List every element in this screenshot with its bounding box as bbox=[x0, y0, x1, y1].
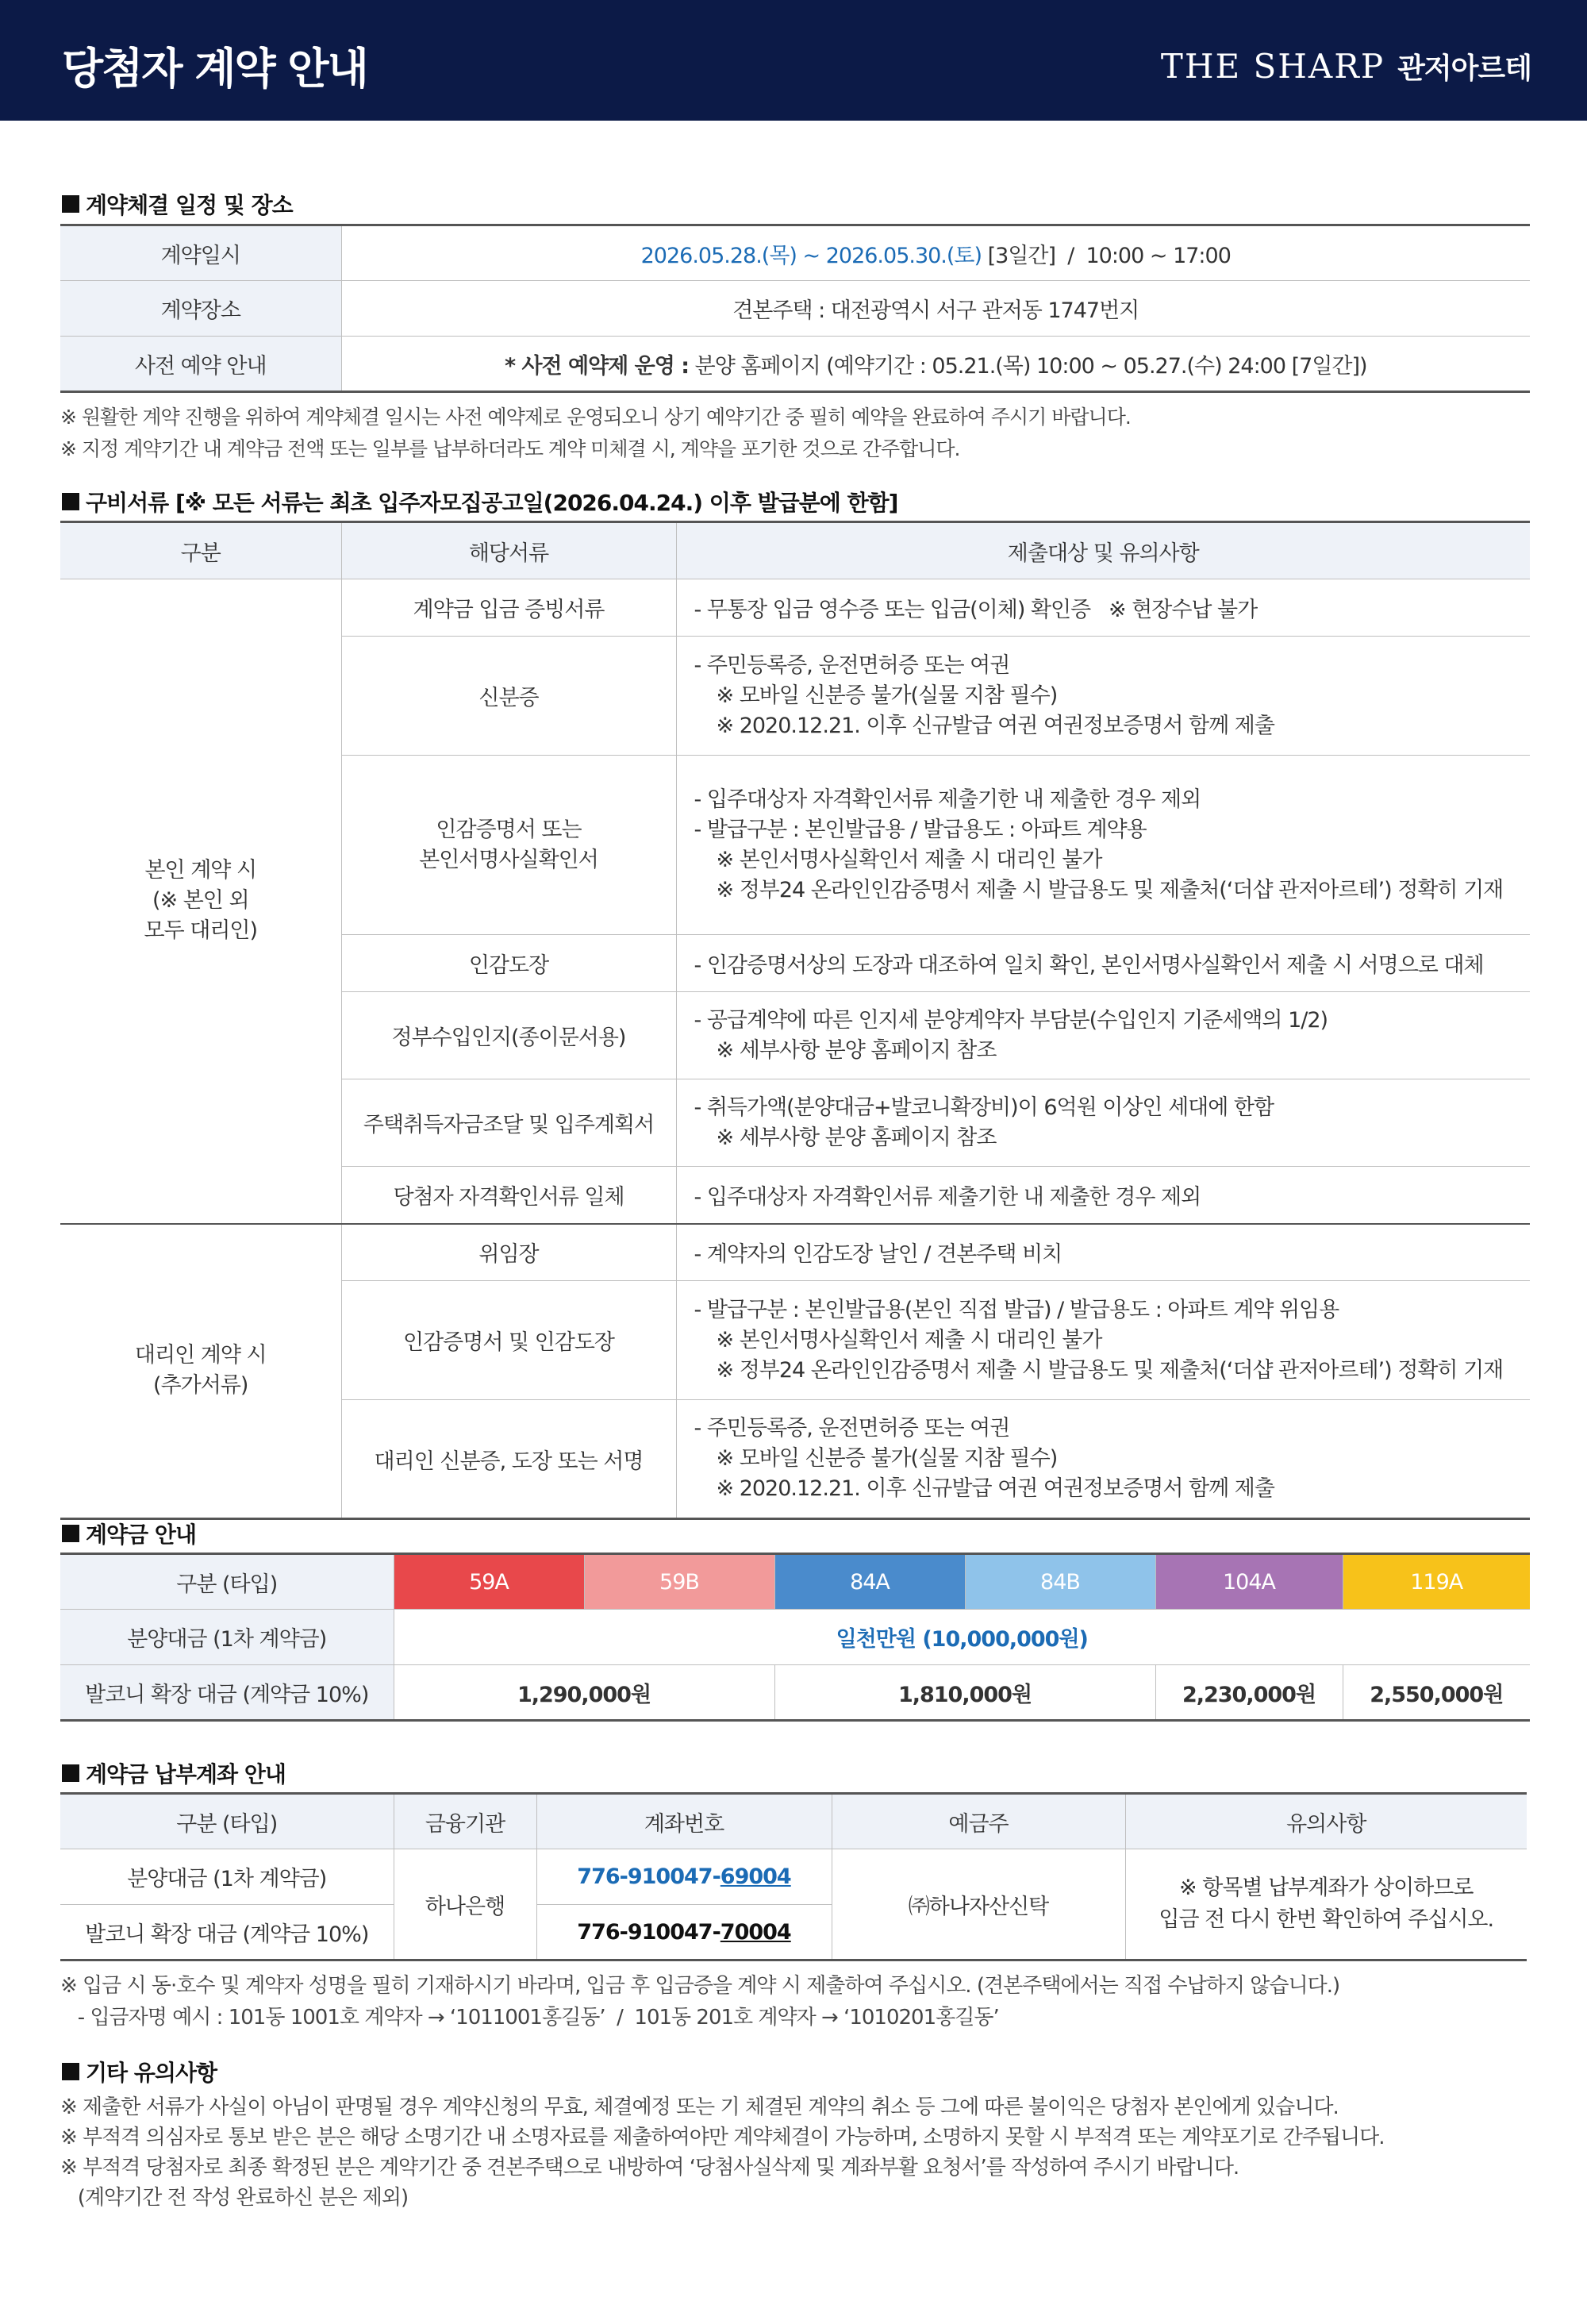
square-bullet-icon bbox=[62, 2063, 79, 2080]
type-59b: 59B bbox=[584, 1554, 774, 1610]
note: - 입금자명 예시 : 101동 1001호 계약자 → ‘1011001홍길동’ / 101동 201호 계약자 → ‘1010201홍길동’ bbox=[60, 2006, 999, 2030]
schedule-notes bbox=[60, 402, 1131, 465]
doc-notes: - 인감증명서상의 도장과 대조하여 일치 확인, 본인서명사실확인서 제출 시 서명으로 대체 bbox=[676, 935, 1530, 992]
page-header bbox=[0, 0, 1587, 121]
doc-notes: - 입주대상자 자격확인서류 제출기한 내 제출한 경우 제외 - 발급구분 : 본인발급용 / 발급용도 : 아파트 계약용 ※ 본인서명사실확인서 제출 시 대리인 불가 ※ 정부24 온라인인감증명서 제출 시 발급용도 및 제출처(‘더샵 관저아르테’) 정확히 기재 bbox=[676, 756, 1530, 935]
note: ※ 지정 계약기간 내 계약금 전액 또는 일부를 납부하더라도 계약 미체결 시, 계약을 포기한 것으로 간주합니다. bbox=[60, 437, 960, 460]
column-header: 유의사항 bbox=[1125, 1794, 1527, 1849]
type-104a: 104A bbox=[1155, 1554, 1343, 1610]
doc-name: 인감도장 bbox=[341, 935, 676, 992]
doc-name: 정부수입인지(종이문서용) bbox=[341, 992, 676, 1079]
column-header: 해당서류 bbox=[341, 522, 676, 579]
doc-notes: - 주민등록증, 운전면허증 또는 여권 ※ 모바일 신분증 불가(실물 지참 필수) ※ 2020.12.21. 이후 신규발급 여권 여권정보증명서 함께 제출 bbox=[676, 637, 1530, 756]
doc-notes: - 취득가액(분양대금+발코니확장비)이 6억원 이상인 세대에 한함 ※ 세부사항 분양 홈페이지 참조 bbox=[676, 1079, 1530, 1167]
contract-time: [3일간] / 10:00 ~ 17:00 bbox=[987, 243, 1231, 268]
table-row bbox=[60, 1849, 1527, 1905]
column-header: 구분 bbox=[60, 522, 341, 579]
contract-date-cell bbox=[341, 225, 1530, 281]
section-title-documents: 구비서류 [※ 모든 서류는 최초 입주자모집공고일(2026.04.24.) 이후 발급분에 한함] bbox=[62, 486, 897, 518]
table-header-row bbox=[60, 1554, 1530, 1610]
square-bullet-icon bbox=[62, 1525, 79, 1542]
account-number-1: 776-910047-69004 bbox=[536, 1849, 832, 1905]
reservation-label: * 사전 예약제 운영 : bbox=[504, 353, 690, 379]
doc-notes: - 주민등록증, 운전면허증 또는 여권 ※ 모바일 신분증 불가(실물 지참 필수) ※ 2020.12.21. 이후 신규발급 여권 여권정보증명서 함께 제출 bbox=[676, 1400, 1530, 1519]
brand-name-ko: 관저아르테 bbox=[1397, 52, 1531, 85]
row-label: 계약일시 bbox=[60, 225, 341, 281]
table-header-row bbox=[60, 1794, 1527, 1849]
note: ※ 부적격 당첨자로 최종 확정된 분은 계약기간 중 견본주택으로 내방하여 ‘당첨사실삭제 및 계좌부활 요청서’를 작성하여 주시기 바랍니다. bbox=[60, 2156, 1239, 2180]
table-row bbox=[60, 1224, 1530, 1281]
note: ※ 제출한 서류가 사실이 아님이 판명될 경우 계약신청의 무효, 체결예정 또는 기 체결된 계약의 취소 등 그에 따른 불이익은 당첨자 본인에게 있습니다. bbox=[60, 2095, 1339, 2119]
account-notes bbox=[60, 1970, 1339, 2034]
balcony-fee-84: 1,810,000원 bbox=[774, 1665, 1155, 1721]
reservation-info bbox=[341, 337, 1530, 392]
first-deposit-amount: 일천만원 (10,000,000원) bbox=[394, 1610, 1530, 1665]
note: ※ 부적격 의심자로 통보 받은 분은 해당 소명기간 내 소명자료를 제출하여야만 계약체결이 가능하며, 소명하지 못할 시 부적격 또는 계약포기로 간주됩니다. bbox=[60, 2126, 1385, 2149]
doc-name: 위임장 bbox=[341, 1224, 676, 1281]
section-title-schedule: 계약체결 일정 및 장소 bbox=[62, 188, 293, 220]
bank-name: 하나은행 bbox=[394, 1849, 536, 1960]
row-label: 분양대금 (1차 계약금) bbox=[60, 1849, 394, 1905]
note: ※ 입금 시 동·호수 및 계약자 성명을 필히 기재하시기 바라며, 입금 후 입금증을 계약 시 제출하여 주십시오. (견본주택에서는 직접 수납하지 않습니다.) bbox=[60, 1974, 1340, 1998]
account-table bbox=[60, 1792, 1527, 1961]
contract-place: 견본주택 : 대전광역시 서구 관저동 1747번지 bbox=[341, 281, 1530, 337]
column-header: 예금주 bbox=[832, 1794, 1125, 1849]
section-title-account: 계약금 납부계좌 안내 bbox=[62, 1757, 286, 1789]
doc-notes: - 발급구분 : 본인발급용(본인 직접 발급) / 발급용도 : 아파트 계약 위임용 ※ 본인서명사실확인서 제출 시 대리인 불가 ※ 정부24 온라인인감증명서 제출 시 발급용도 및 제출처(‘더샵 관저아르테’) 정확히 기재 bbox=[676, 1281, 1530, 1400]
account-number-2: 776-910047-70004 bbox=[536, 1905, 832, 1960]
doc-notes: - 계약자의 인감도장 날인 / 견본주택 비치 bbox=[676, 1224, 1530, 1281]
column-header: 구분 (타입) bbox=[60, 1794, 394, 1849]
balcony-fee-104: 2,230,000원 bbox=[1155, 1665, 1343, 1721]
square-bullet-icon bbox=[62, 1764, 79, 1782]
contract-date: 2026.05.28.(목) ~ 2026.05.30.(토) bbox=[640, 243, 982, 268]
doc-notes: - 무통장 입금 영수증 또는 입금(이체) 확인증 ※ 현장수납 불가 bbox=[676, 579, 1530, 637]
table-row bbox=[60, 225, 1530, 281]
doc-name: 인감증명서 또는 본인서명사실확인서 bbox=[341, 756, 676, 935]
row-label: 발코니 확장 대금 (계약금 10%) bbox=[60, 1905, 394, 1960]
table-row bbox=[60, 337, 1530, 392]
doc-name: 주택취득자금조달 및 입주계획서 bbox=[341, 1079, 676, 1167]
square-bullet-icon bbox=[62, 493, 79, 510]
note: ※ 원활한 계약 진행을 위하여 계약체결 일시는 사전 예약제로 운영되오니 상기 예약기간 중 필히 예약을 완료하여 주시기 바랍니다. bbox=[60, 406, 1131, 429]
doc-name: 인감증명서 및 인감도장 bbox=[341, 1281, 676, 1400]
group-agent-contract: 대리인 계약 시 (추가서류) bbox=[60, 1224, 341, 1519]
doc-notes: - 입주대상자 자격확인서류 제출기한 내 제출한 경우 제외 bbox=[676, 1167, 1530, 1224]
balcony-fee-119: 2,550,000원 bbox=[1343, 1665, 1530, 1721]
type-59a: 59A bbox=[394, 1554, 584, 1610]
column-header: 계좌번호 bbox=[536, 1794, 832, 1849]
page-title: 당첨자 계약 안내 bbox=[62, 44, 367, 94]
row-label: 분양대금 (1차 계약금) bbox=[60, 1610, 394, 1665]
section-title-etc: 기타 유의사항 bbox=[62, 2056, 217, 2087]
type-119a: 119A bbox=[1343, 1554, 1530, 1610]
reservation-text: 분양 홈페이지 (예약기간 : 05.21.(목) 10:00 ~ 05.27.(수) 24:00 [7일간]) bbox=[689, 353, 1367, 379]
type-84a: 84A bbox=[774, 1554, 965, 1610]
account-holder: ㈜하나자산신탁 bbox=[832, 1849, 1125, 1960]
column-header: 제출대상 및 유의사항 bbox=[676, 522, 1530, 579]
column-header: 금융기관 bbox=[394, 1794, 536, 1849]
square-bullet-icon bbox=[62, 195, 79, 213]
type-84b: 84B bbox=[965, 1554, 1155, 1610]
schedule-table bbox=[60, 224, 1530, 393]
row-label: 사전 예약 안내 bbox=[60, 337, 341, 392]
table-row bbox=[60, 1665, 1530, 1721]
row-label: 계약장소 bbox=[60, 281, 341, 337]
doc-name: 신분증 bbox=[341, 637, 676, 756]
doc-name: 대리인 신분증, 도장 또는 서명 bbox=[341, 1400, 676, 1519]
deposit-table bbox=[60, 1553, 1530, 1722]
table-row bbox=[60, 579, 1530, 637]
group-self-contract: 본인 계약 시 (※ 본인 외 모두 대리인) bbox=[60, 579, 341, 1224]
doc-name: 계약금 입금 증빙서류 bbox=[341, 579, 676, 637]
brand-logo bbox=[1161, 46, 1531, 87]
row-label: 발코니 확장 대금 (계약금 10%) bbox=[60, 1665, 394, 1721]
note: (계약기간 전 작성 완료하신 분은 제외) bbox=[60, 2186, 409, 2210]
table-header-row bbox=[60, 522, 1530, 579]
etc-notes bbox=[60, 2092, 1385, 2213]
section-title-deposit: 계약금 안내 bbox=[62, 1518, 196, 1549]
doc-notes: - 공급계약에 따른 인지세 분양계약자 부담분(수입인지 기준세액의 1/2) ※ 세부사항 분양 홈페이지 참조 bbox=[676, 992, 1530, 1079]
balcony-fee-59: 1,290,000원 bbox=[394, 1665, 774, 1721]
account-caution: ※ 항목별 납부계좌가 상이하므로 입금 전 다시 한번 확인하여 주십시오. bbox=[1125, 1849, 1527, 1960]
table-row bbox=[60, 281, 1530, 337]
column-header: 구분 (타입) bbox=[60, 1554, 394, 1610]
table-row bbox=[60, 1610, 1530, 1665]
documents-table bbox=[60, 521, 1530, 1520]
doc-name: 당첨자 자격확인서류 일체 bbox=[341, 1167, 676, 1224]
brand-name-en: THE SHARP bbox=[1160, 47, 1385, 86]
